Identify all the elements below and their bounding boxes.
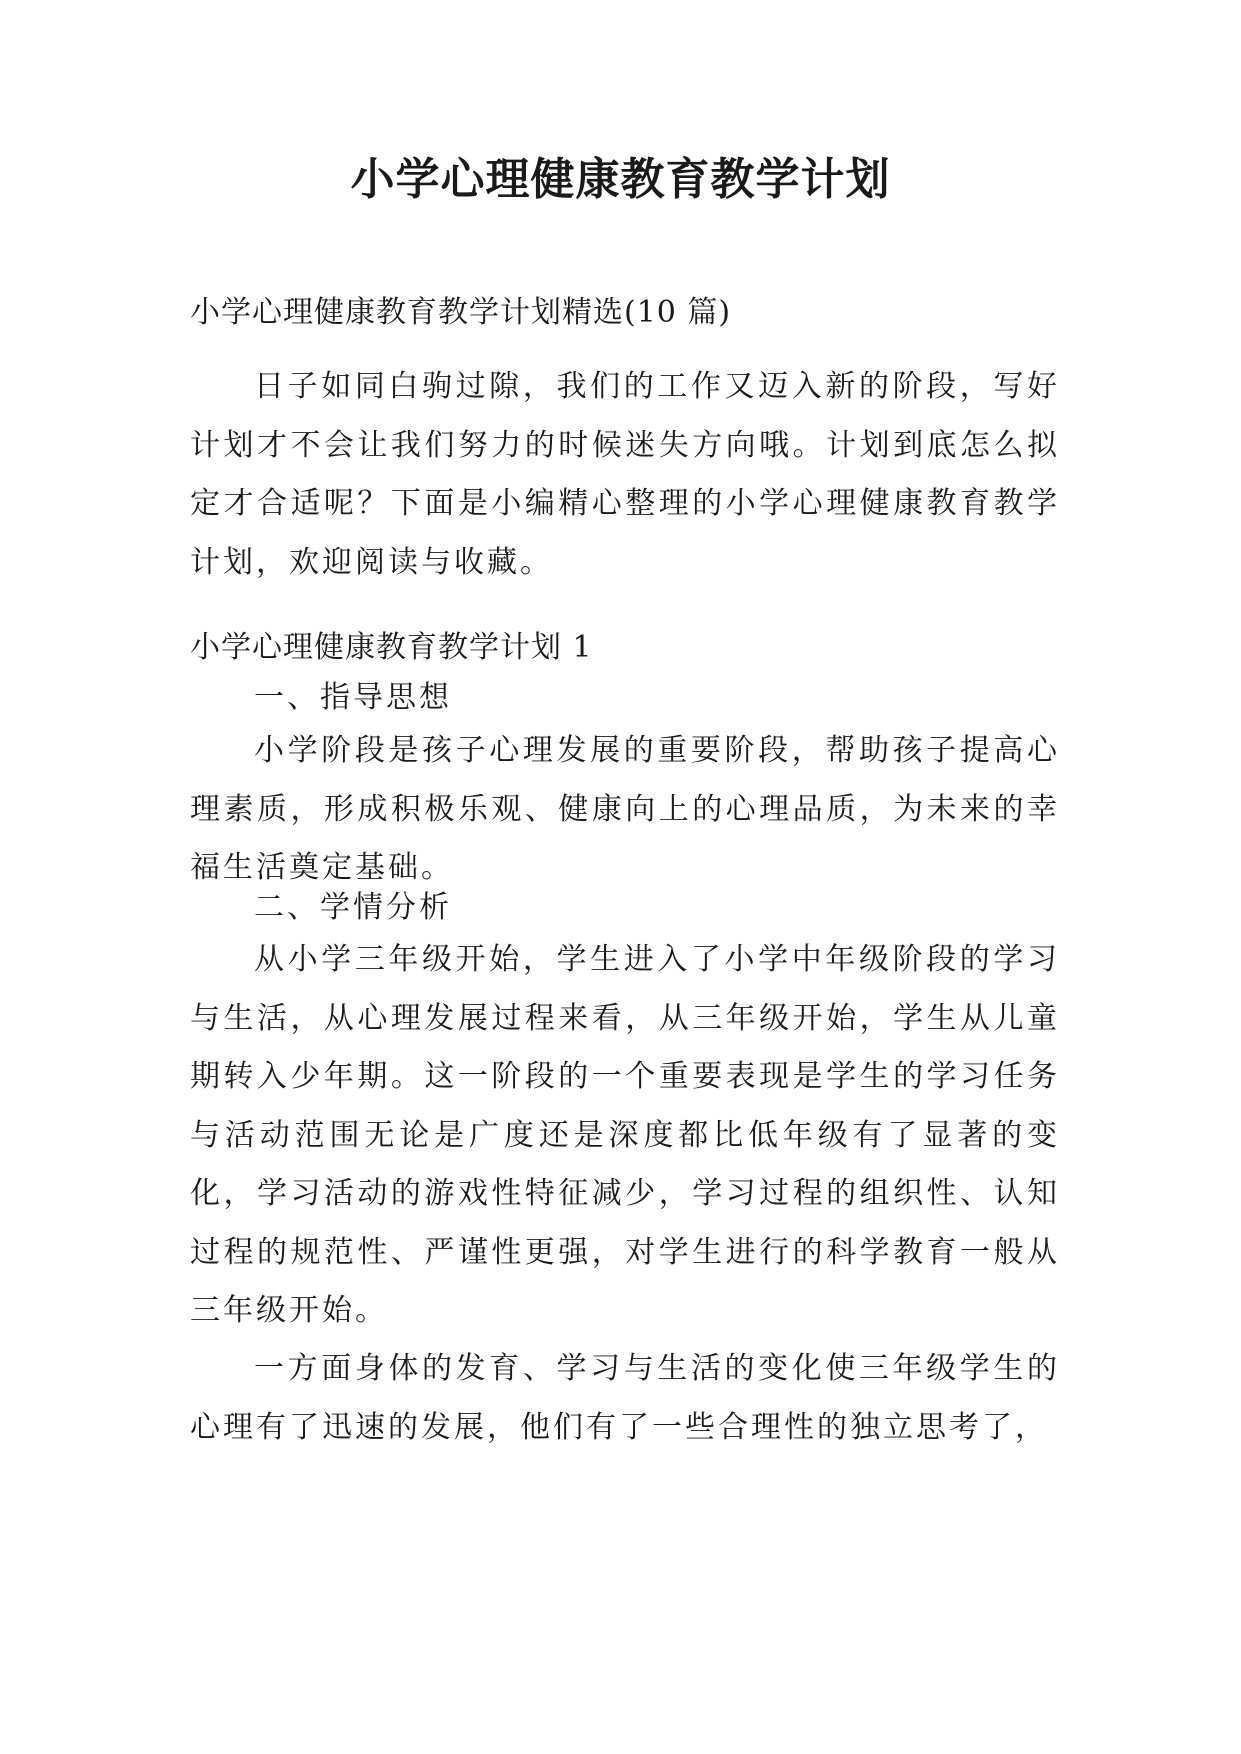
heading-guiding-ideology: 一、指导思想 [254,680,452,715]
intro-paragraph: 日子如同白驹过隙，我们的工作又迈入新的阶段，写好计划才不会让我们努力的时候迷失方向哦。计划到底怎么拟定才合适呢？下面是小编精心整理的小学心理健康教育教学计划，欢迎阅读与收藏。 [190,369,1060,580]
heading-student-analysis: 二、学情分析 [254,890,452,925]
paragraph-guiding-ideology: 小学阶段是孩子心理发展的重要阶段，帮助孩子提高心理素质，形成积极乐观、健康向上的心理品质，为未来的幸福生活奠定基础。 [190,733,1060,885]
section-title: 小学心理健康教育教学计划 1 [190,630,593,665]
paragraph-psychological-development: 一方面身体的发育、学习与生活的变化使三年级学生的心理有了迅速的发展，他们有了一些合理性的独立思考了， [190,1351,1060,1445]
paragraph-student-analysis: 从小学三年级开始，学生进入了小学中年级阶段的学习与生活，从心理发展过程来看，从三年级开始，学生从儿童期转入少年期。这一阶段的一个重要表现是学生的学习任务与活动范围无论是广度还是深度都比低年级有了显著的变化，学习活动的游戏性特征减少，学习过程的组织性、认知过程的规范性、严谨性更强，对学生进行的科学教育一般从三年级开始。 [190,942,1060,1328]
document-subtitle: 小学心理健康教育教学计划精选(10 篇) [190,295,732,330]
document-title: 小学心理健康教育教学计划 [350,154,891,205]
